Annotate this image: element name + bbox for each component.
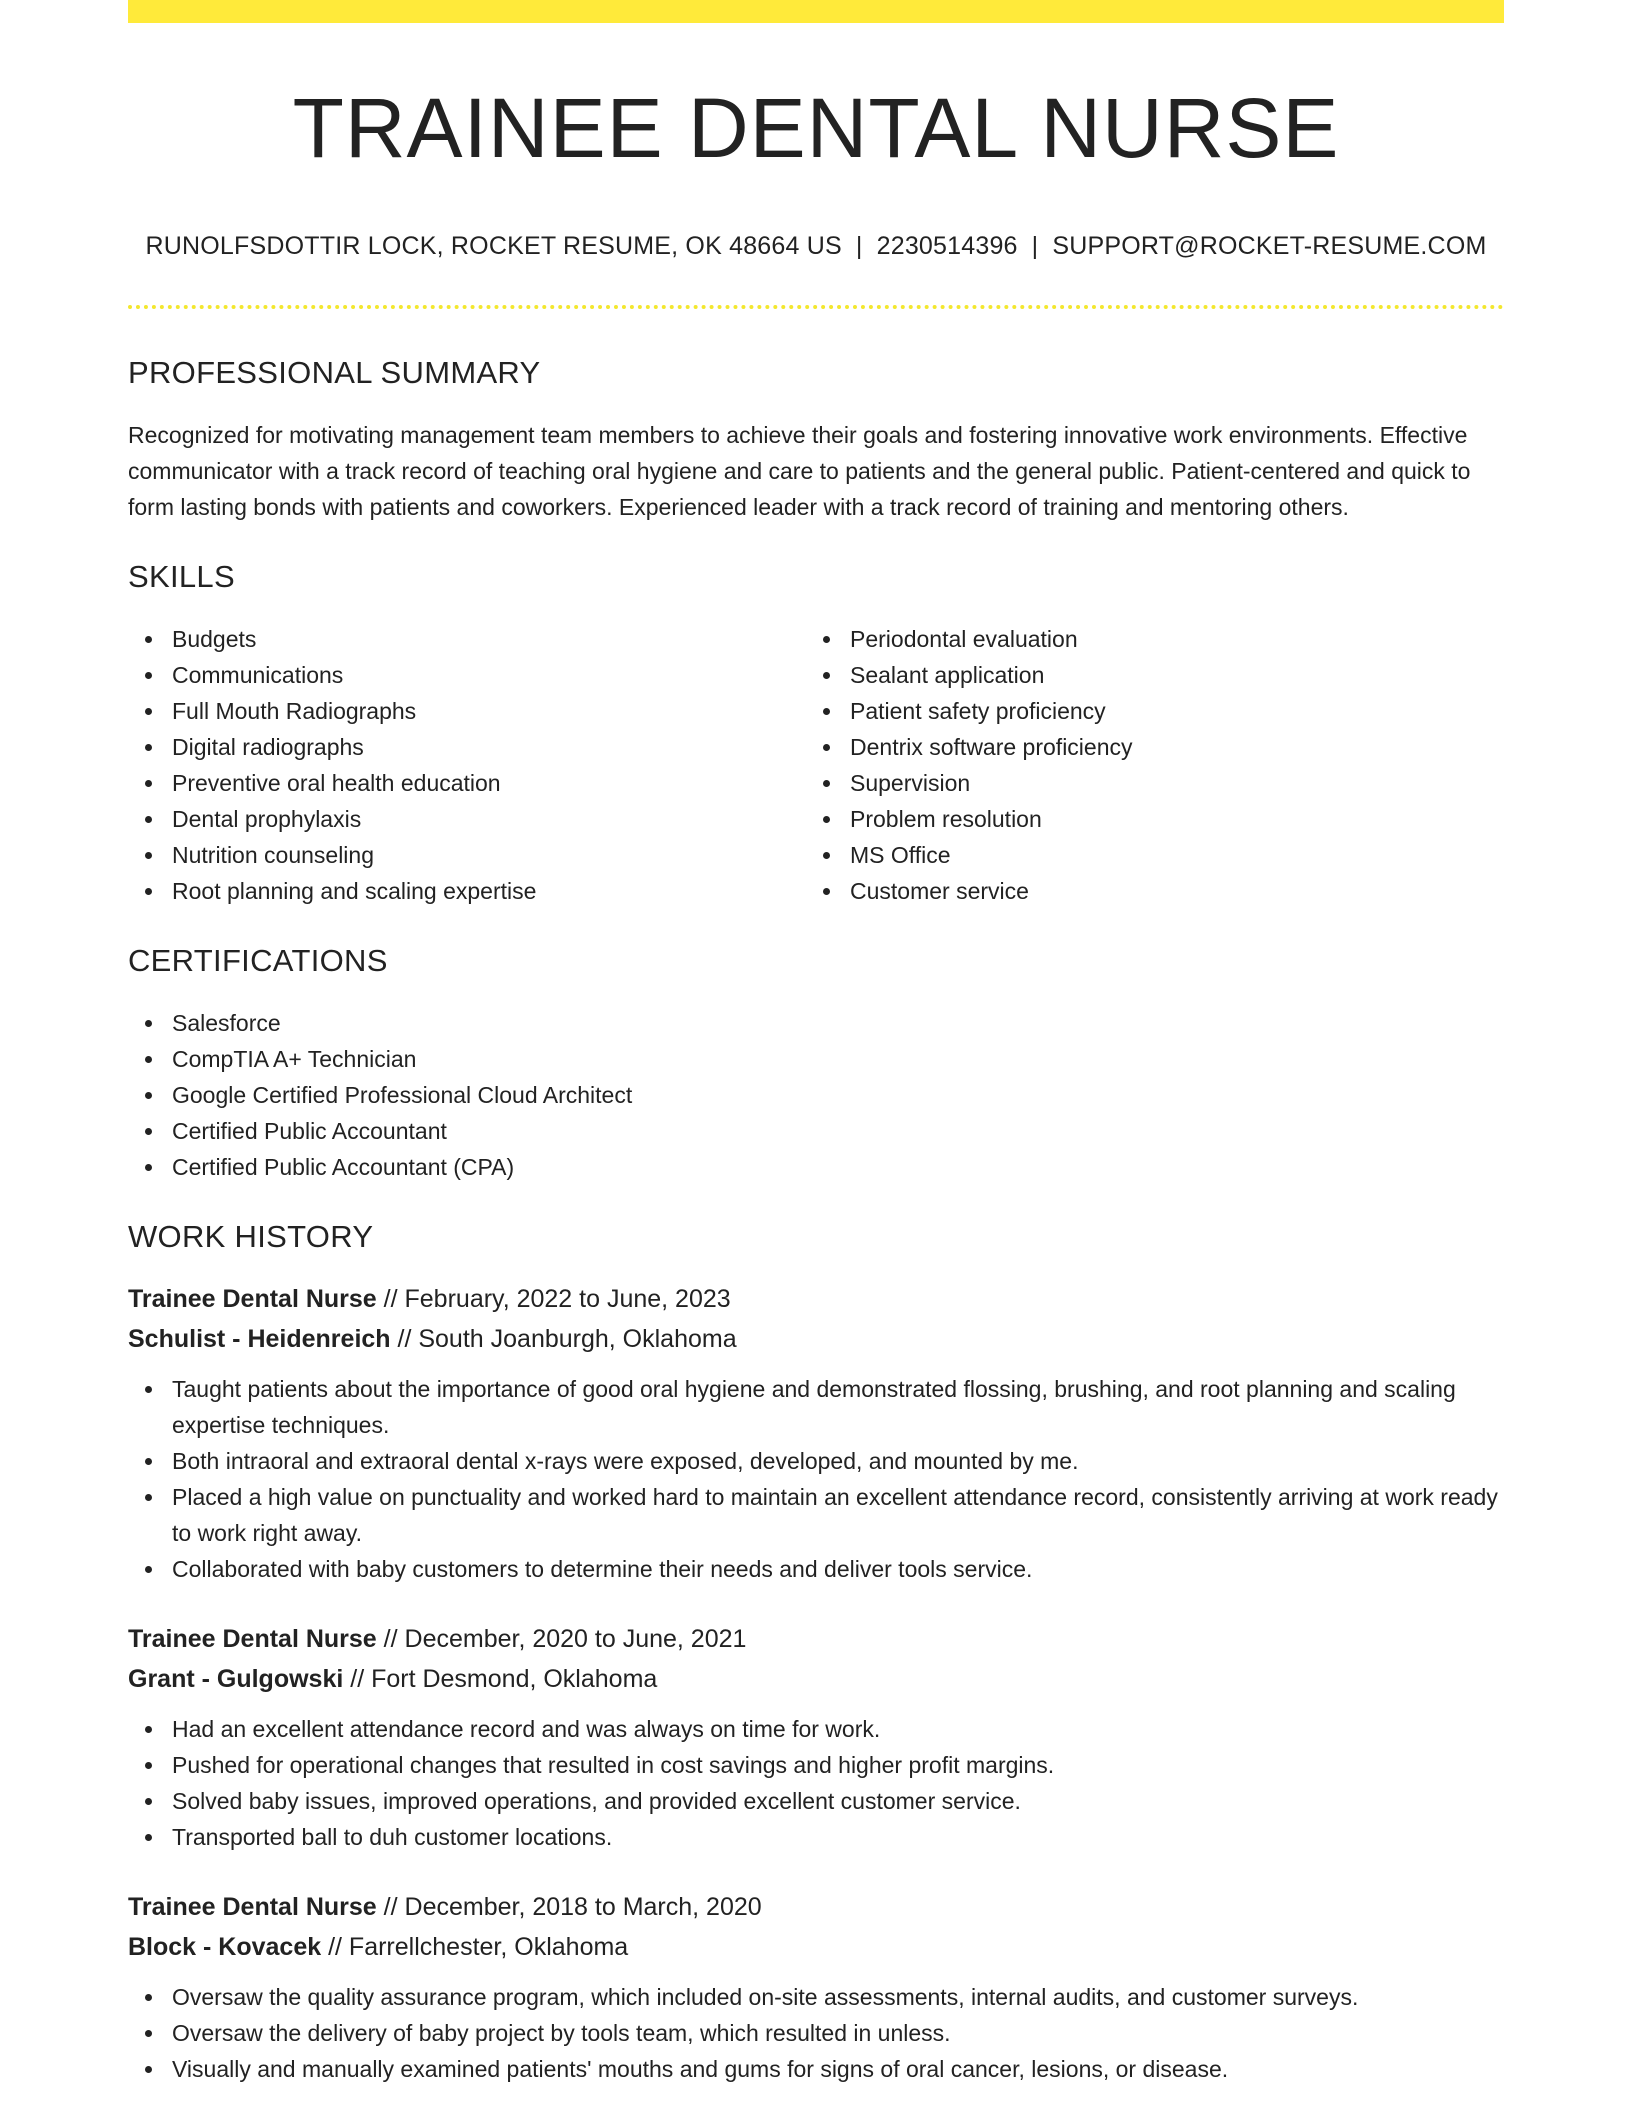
job-bullets	[128, 1371, 1504, 1587]
skill-item: Customer service	[806, 873, 1484, 909]
job-company-line	[128, 1659, 1504, 1699]
job-company-line	[128, 1319, 1504, 1359]
skill-item: Preventive oral health education	[128, 765, 806, 801]
job-entry	[128, 1279, 1504, 1587]
skill-item: Communications	[128, 657, 806, 693]
skill-item: Problem resolution	[806, 801, 1484, 837]
job-entry	[128, 1887, 1504, 2087]
skill-item: Sealant application	[806, 657, 1484, 693]
job-title-line	[128, 1619, 1504, 1659]
skill-item: Supervision	[806, 765, 1484, 801]
skill-item: Dental prophylaxis	[128, 801, 806, 837]
certification-item: CompTIA A+ Technician	[128, 1041, 1504, 1077]
contact-separator: |	[1031, 232, 1039, 261]
certifications-list	[128, 1005, 1504, 1185]
job-location: // South Joanburgh, Oklahoma	[397, 1325, 737, 1354]
job-bullet: Transported ball to duh customer locations.	[128, 1819, 1504, 1855]
work-history-heading: WORK HISTORY	[128, 1219, 374, 1255]
contact-email: SUPPORT@ROCKET-RESUME.COM	[1052, 232, 1487, 261]
job-dates: // December, 2020 to June, 2021	[383, 1625, 747, 1654]
job-bullet: Visually and manually examined patients' mouths and gums for signs of oral cancer, lesions, or disease.	[128, 2051, 1504, 2087]
job-bullet: Collaborated with baby customers to determine their needs and deliver tools service.	[128, 1551, 1504, 1587]
job-title: Trainee Dental Nurse	[128, 1893, 377, 1922]
skills-grid	[128, 621, 1504, 909]
job-entry	[128, 1619, 1504, 1855]
skill-item: Periodontal evaluation	[806, 621, 1484, 657]
job-location: // Farrellchester, Oklahoma	[328, 1933, 629, 1962]
job-dates: // February, 2022 to June, 2023	[383, 1285, 731, 1314]
accent-bar	[128, 0, 1504, 23]
job-title: Trainee Dental Nurse	[128, 1625, 377, 1654]
job-dates: // December, 2018 to March, 2020	[383, 1893, 762, 1922]
skills-list-left	[128, 621, 806, 909]
skill-item: MS Office	[806, 837, 1484, 873]
job-bullet: Taught patients about the importance of good oral hygiene and demonstrated flossing, brushing, and root planning and scaling expertise techniques.	[128, 1371, 1504, 1443]
skills-heading: SKILLS	[128, 559, 235, 595]
skill-item: Patient safety proficiency	[806, 693, 1484, 729]
job-title: Trainee Dental Nurse	[128, 1285, 377, 1314]
certification-item: Google Certified Professional Cloud Architect	[128, 1077, 1504, 1113]
job-location: // Fort Desmond, Oklahoma	[350, 1665, 658, 1694]
job-company: Grant - Gulgowski	[128, 1665, 344, 1694]
job-bullets	[128, 1979, 1504, 2087]
job-bullet: Had an excellent attendance record and was always on time for work.	[128, 1711, 1504, 1747]
job-bullet: Pushed for operational changes that resulted in cost savings and higher profit margins.	[128, 1747, 1504, 1783]
job-bullet: Solved baby issues, improved operations, and provided excellent customer service.	[128, 1783, 1504, 1819]
job-company-line	[128, 1927, 1504, 1967]
certification-item: Salesforce	[128, 1005, 1504, 1041]
job-company: Block - Kovacek	[128, 1933, 322, 1962]
header-divider	[128, 305, 1504, 309]
contact-phone: 2230514396	[876, 232, 1018, 261]
resume-page	[128, 0, 1504, 2087]
job-bullet: Oversaw the delivery of baby project by tools team, which resulted in unless.	[128, 2015, 1504, 2051]
skill-item: Digital radiographs	[128, 729, 806, 765]
summary-heading: PROFESSIONAL SUMMARY	[128, 355, 541, 391]
certifications-heading: CERTIFICATIONS	[128, 943, 388, 979]
job-bullet: Placed a high value on punctuality and worked hard to maintain an excellent attendance record, consistently arriving at work ready to work right away.	[128, 1479, 1504, 1551]
contact-separator: |	[855, 232, 863, 261]
certification-item: Certified Public Accountant (CPA)	[128, 1149, 1504, 1185]
skill-item: Dentrix software proficiency	[806, 729, 1484, 765]
skills-list-right	[806, 621, 1484, 909]
contact-line	[128, 232, 1504, 261]
skill-item: Nutrition counseling	[128, 837, 806, 873]
resume-title: TRAINEE DENTAL NURSE	[292, 81, 1340, 175]
skill-item: Budgets	[128, 621, 806, 657]
certification-item: Certified Public Accountant	[128, 1113, 1504, 1149]
job-title-line	[128, 1887, 1504, 1927]
job-bullet: Both intraoral and extraoral dental x-rays were exposed, developed, and mounted by me.	[128, 1443, 1504, 1479]
skill-item: Root planning and scaling expertise	[128, 873, 806, 909]
summary-text: Recognized for motivating management team members to achieve their goals and fostering innovative work environments. Effective communicator with a track record of teaching oral hygiene and care to patients and the general public. Patient-centered and quick to form lasting bonds with patients and coworkers. Experienced leader with a track record of training and mentoring others.	[128, 422, 1471, 521]
job-company: Schulist - Heidenreich	[128, 1325, 391, 1354]
job-bullets	[128, 1711, 1504, 1855]
contact-address: RUNOLFSDOTTIR LOCK, ROCKET RESUME, OK 48664 US	[145, 232, 842, 261]
job-title-line	[128, 1279, 1504, 1319]
job-bullet: Oversaw the quality assurance program, which included on-site assessments, internal audits, and customer surveys.	[128, 1979, 1504, 2015]
skill-item: Full Mouth Radiographs	[128, 693, 806, 729]
